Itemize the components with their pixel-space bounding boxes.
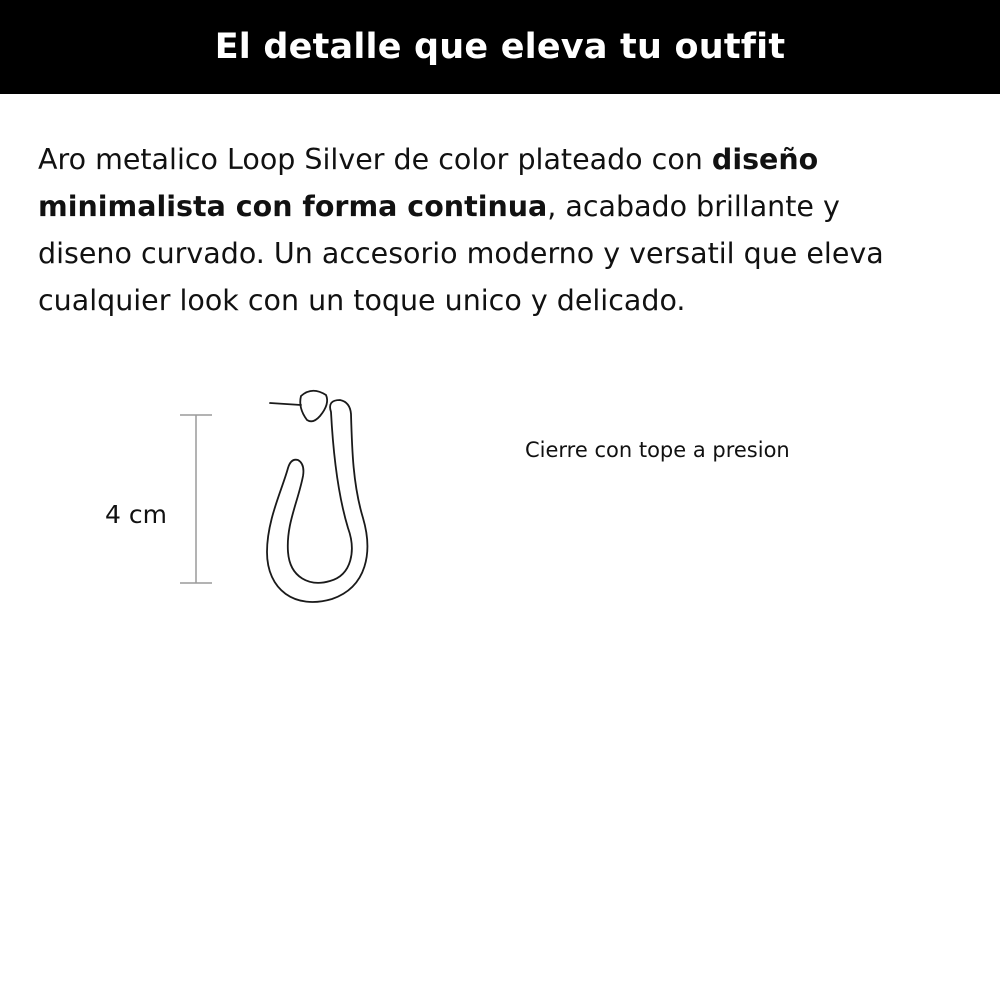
description-highlight: diseño minimalista con forma continua — [38, 143, 819, 223]
product-description — [38, 136, 938, 324]
earring-icon — [267, 391, 367, 602]
closure-label: Cierre con tope a presion — [525, 438, 790, 462]
measurement-bracket — [180, 415, 212, 583]
measurement-label: 4 cm — [105, 500, 167, 529]
page-title: El detalle que eleva tu outfit — [214, 27, 786, 67]
header-bar — [0, 0, 1000, 94]
description-text-start: Aro metalico Loop Silver de color plateado con — [38, 143, 712, 176]
description-text-end: , acabado brillante y diseno curvado. Un accesorio moderno y versatil que eleva cualquier look con un toque unico y delicado. — [38, 190, 884, 317]
earring-diagram — [170, 380, 390, 610]
